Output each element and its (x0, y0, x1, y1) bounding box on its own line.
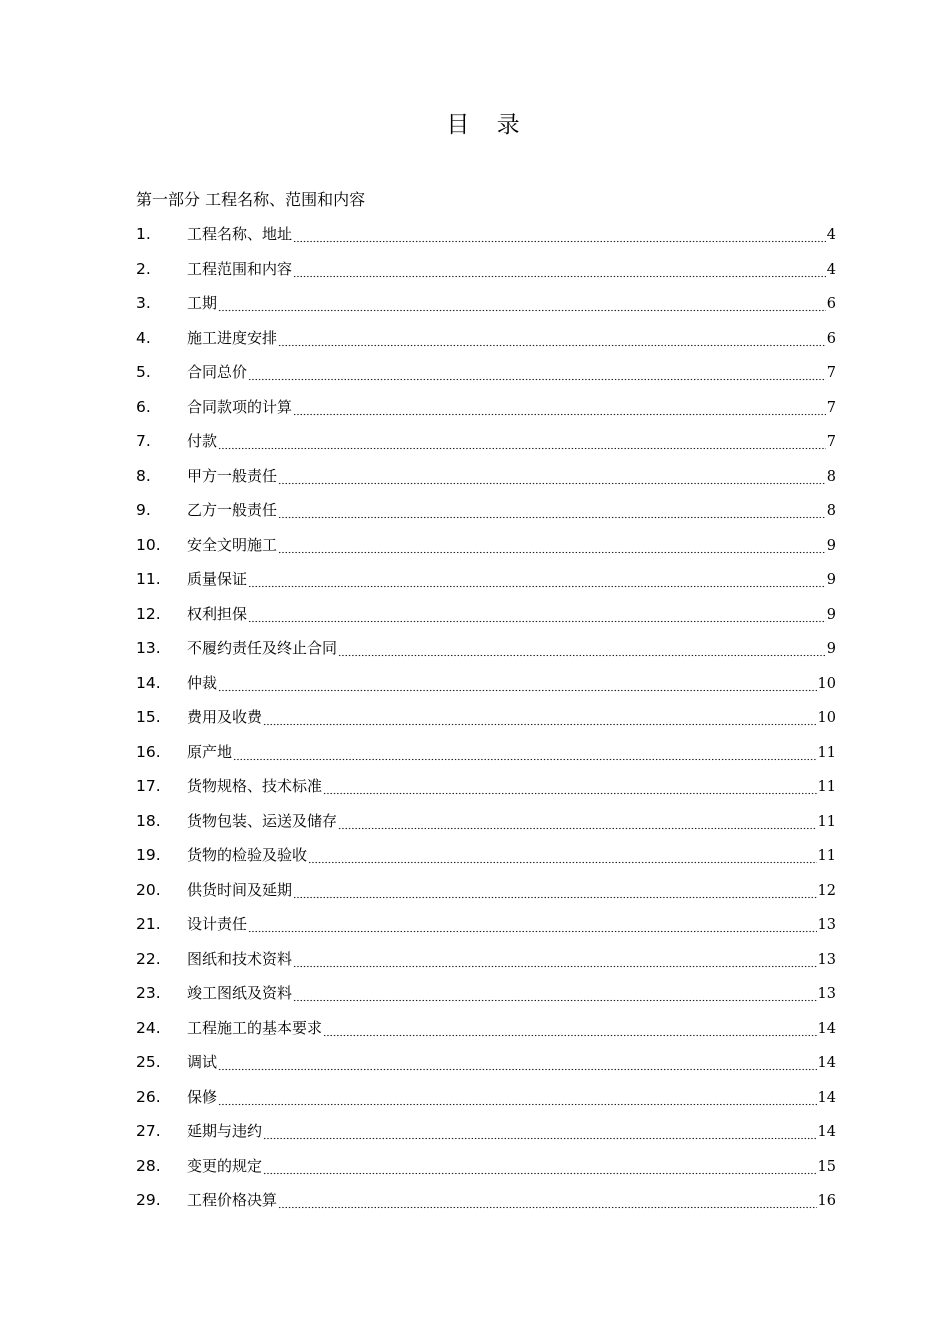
toc-entry[interactable] (136, 735, 836, 770)
toc-dot-leader (293, 976, 817, 1011)
toc-entry-page-number: 9 (826, 641, 836, 657)
toc-entry-page-number: 16 (817, 1193, 836, 1209)
toc-entry-number: 28. (136, 1156, 161, 1175)
toc-entry-page-number: 7 (826, 434, 836, 450)
toc-entry-page-number: 6 (826, 330, 836, 347)
section-heading: 第一部分 工程名称、范围和内容 (136, 190, 366, 209)
toc-entry-number: 27. (136, 1122, 161, 1140)
toc-entry-number: 23. (136, 984, 161, 1002)
toc-entry[interactable] (136, 217, 836, 252)
toc-dot-leader (218, 286, 826, 321)
toc-entry-number: 24. (136, 1018, 161, 1037)
toc-entry-title: 费用及收费 (187, 708, 263, 726)
toc-entry[interactable] (136, 1183, 836, 1218)
toc-entry-page-number: 11 (817, 813, 836, 830)
toc-dot-leader (293, 390, 826, 425)
toc-entry-number: 16. (136, 742, 161, 761)
toc-entry-number: 19. (136, 846, 161, 864)
toc-entry-title: 工期 (187, 294, 218, 312)
toc-entry[interactable] (136, 286, 836, 321)
toc-entry-page-number: 7 (826, 365, 836, 381)
toc-entry-title: 安全文明施工 (187, 535, 278, 554)
toc-entry[interactable] (136, 355, 836, 390)
toc-entry-title: 货物规格、技术标准 (187, 777, 323, 795)
toc-entry[interactable] (136, 700, 836, 735)
toc-entry-page-number: 10 (817, 675, 836, 692)
toc-entry-page-number: 14 (817, 1055, 836, 1071)
toc-dot-leader (263, 700, 817, 735)
toc-entry-number: 9. (136, 501, 151, 519)
toc-entry-number: 5. (136, 363, 151, 381)
toc-entry-title: 不履约责任及终止合同 (187, 639, 338, 657)
toc-dot-leader (233, 735, 817, 770)
toc-entry-page-number: 10 (817, 710, 836, 726)
toc-entry-number: 14. (136, 673, 161, 692)
toc-entry-page-number: 15 (817, 1158, 836, 1175)
toc-entry-page-number: 12 (817, 882, 836, 899)
toc-dot-leader (263, 1149, 817, 1184)
toc-entry-number: 8. (136, 466, 151, 485)
toc-entry-number: 18. (136, 811, 161, 830)
toc-entry-page-number: 6 (826, 296, 836, 312)
toc-entry-title: 原产地 (187, 742, 233, 761)
toc-entry[interactable] (136, 1080, 836, 1115)
toc-entry[interactable] (136, 838, 836, 873)
toc-entry-page-number: 8 (826, 468, 836, 485)
toc-entry[interactable] (136, 804, 836, 839)
toc-entry-number: 12. (136, 604, 161, 623)
toc-dot-leader (218, 424, 826, 459)
toc-entry-number: 15. (136, 708, 161, 726)
toc-entry-page-number: 14 (817, 1124, 836, 1140)
toc-dot-leader (293, 252, 826, 287)
toc-entry-page-number: 4 (826, 261, 836, 278)
toc-entry-page-number: 4 (826, 227, 836, 243)
toc-entry[interactable] (136, 942, 836, 977)
toc-entry-title: 变更的规定 (187, 1156, 263, 1175)
toc-entry-title: 货物的检验及验收 (187, 846, 308, 864)
toc-entry-number: 13. (136, 639, 161, 657)
toc-entry-title: 合同总价 (187, 363, 248, 381)
toc-entry-page-number: 14 (817, 1020, 836, 1037)
toc-list (136, 217, 836, 1218)
toc-entry-number: 25. (136, 1053, 161, 1071)
toc-entry-title: 图纸和技术资料 (187, 949, 293, 968)
toc-entry-title: 仲裁 (187, 673, 218, 692)
toc-entry[interactable] (136, 390, 836, 425)
toc-entry-number: 4. (136, 328, 151, 347)
toc-entry[interactable] (136, 907, 836, 942)
toc-entry[interactable] (136, 666, 836, 701)
toc-entry-page-number: 11 (817, 744, 836, 761)
toc-entry[interactable] (136, 1011, 836, 1046)
toc-entry-page-number: 9 (826, 537, 836, 554)
toc-dot-leader (248, 562, 826, 597)
toc-entry-page-number: 11 (817, 779, 836, 795)
toc-dot-leader (293, 942, 817, 977)
toc-entry-page-number: 9 (826, 606, 836, 623)
toc-entry[interactable] (136, 493, 836, 528)
toc-dot-leader (308, 838, 817, 873)
toc-dot-leader (293, 217, 826, 252)
toc-dot-leader (278, 459, 826, 494)
toc-entry-page-number: 14 (817, 1089, 836, 1106)
toc-entry-page-number: 8 (826, 503, 836, 519)
toc-entry-title: 货物包装、运送及储存 (187, 811, 338, 830)
toc-entry-page-number: 13 (817, 986, 836, 1002)
toc-entry-number: 2. (136, 259, 151, 278)
toc-entry-number: 26. (136, 1087, 161, 1106)
toc-dot-leader (218, 1045, 817, 1080)
toc-entry-title: 供货时间及延期 (187, 880, 293, 899)
toc-entry[interactable] (136, 528, 836, 563)
toc-entry-title: 工程名称、地址 (187, 225, 293, 243)
toc-entry-title: 工程价格决算 (187, 1191, 278, 1209)
toc-entry-number: 3. (136, 294, 151, 312)
toc-entry-number: 17. (136, 777, 161, 795)
toc-dot-leader (248, 907, 817, 942)
toc-entry-page-number: 7 (826, 399, 836, 416)
toc-entry-number: 20. (136, 880, 161, 899)
toc-entry-title: 付款 (187, 432, 218, 450)
toc-entry[interactable] (136, 459, 836, 494)
toc-entry-number: 21. (136, 915, 161, 933)
toc-entry-number: 6. (136, 397, 151, 416)
toc-dot-leader (263, 1114, 817, 1149)
toc-entry-title: 质量保证 (187, 570, 248, 588)
toc-entry-title: 施工进度安排 (187, 328, 278, 347)
toc-entry[interactable] (136, 769, 836, 804)
toc-dot-leader (278, 493, 826, 528)
toc-entry-title: 甲方一般责任 (187, 466, 278, 485)
toc-entry[interactable] (136, 1114, 836, 1149)
toc-entry[interactable] (136, 562, 836, 597)
toc-entry[interactable] (136, 321, 836, 356)
toc-entry-title: 保修 (187, 1087, 218, 1106)
toc-dot-leader (338, 631, 826, 666)
toc-entry-title: 设计责任 (187, 915, 248, 933)
toc-entry[interactable] (136, 873, 836, 908)
toc-entry[interactable] (136, 1045, 836, 1080)
toc-dot-leader (278, 528, 826, 563)
toc-dot-leader (338, 804, 817, 839)
toc-entry-number: 10. (136, 535, 161, 554)
toc-entry[interactable] (136, 424, 836, 459)
toc-entry-number: 1. (136, 225, 151, 243)
toc-dot-leader (248, 597, 826, 632)
toc-entry-page-number: 9 (826, 572, 836, 588)
toc-dot-leader (278, 1183, 817, 1218)
toc-dot-leader (278, 321, 826, 356)
toc-entry-number: 29. (136, 1191, 161, 1209)
toc-dot-leader (248, 355, 826, 390)
toc-entry-title: 延期与违约 (187, 1122, 263, 1140)
toc-dot-leader (218, 1080, 817, 1115)
toc-title: 目 录 (446, 112, 530, 138)
toc-entry-title: 工程范围和内容 (187, 259, 293, 278)
toc-dot-leader (218, 666, 817, 701)
toc-entry-title: 竣工图纸及资料 (187, 984, 293, 1002)
toc-entry[interactable] (136, 631, 836, 666)
toc-entry-page-number: 13 (817, 917, 836, 933)
toc-entry-title: 调试 (187, 1053, 218, 1071)
toc-entry-title: 合同款项的计算 (187, 397, 293, 416)
toc-entry-title: 工程施工的基本要求 (187, 1018, 323, 1037)
toc-entry-number: 7. (136, 432, 151, 450)
toc-entry[interactable] (136, 252, 836, 287)
toc-dot-leader (293, 873, 817, 908)
toc-entry-number: 22. (136, 949, 161, 968)
toc-entry[interactable] (136, 597, 836, 632)
toc-entry-title: 乙方一般责任 (187, 501, 278, 519)
toc-entry-page-number: 11 (817, 848, 836, 864)
toc-entry-page-number: 13 (817, 951, 836, 968)
toc-entry[interactable] (136, 976, 836, 1011)
toc-dot-leader (323, 769, 817, 804)
toc-entry-number: 11. (136, 570, 161, 588)
toc-entry-title: 权利担保 (187, 604, 248, 623)
toc-dot-leader (323, 1011, 817, 1046)
toc-entry[interactable] (136, 1149, 836, 1184)
